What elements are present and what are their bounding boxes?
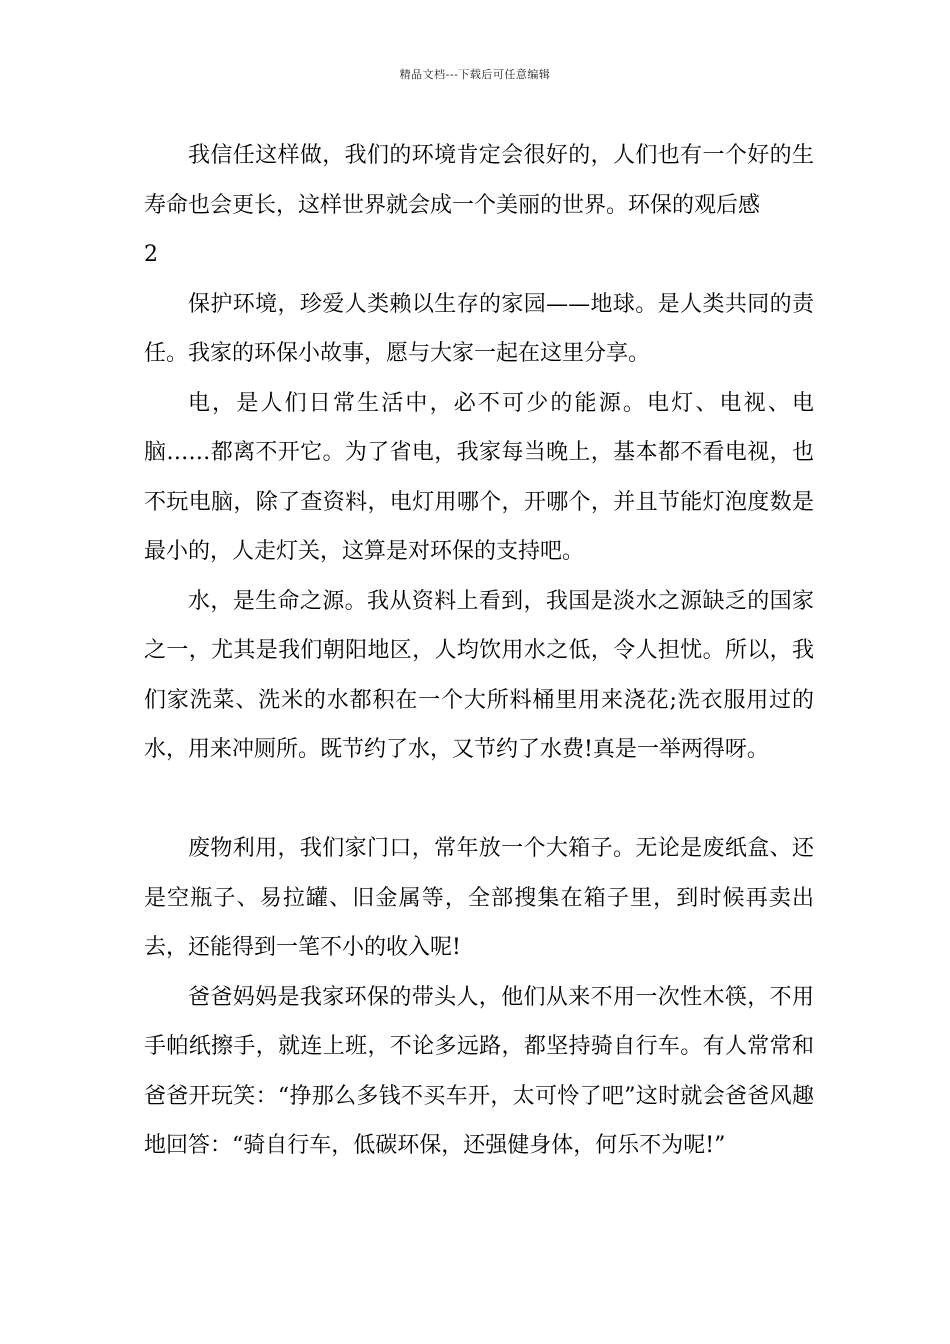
paragraph-4: 水，是生命之源。我从资料上看到，我国是淡水之源缺乏的国家之一，尤其是我们朝阳地区，人均饮用水之低，令人担忧。所以，我们家洗菜、洗米的水都积在一个大所料桶里用来浇花;洗衣服用过的水，用来冲厕所。既节约了水，又节约了水费!真是一举两得呀。	[144, 588, 814, 762]
page-header: 精品文档---下载后可任意编辑	[399, 68, 551, 81]
paragraph-3: 电，是人们日常生活中，必不可少的能源。电灯、电视、电脑……都离不开它。为了省电，我家每当晚上，基本都不看电视，也不玩电脑，除了查资料，电灯用哪个，开哪个，并且节能灯泡度数是最小的，人走灯关，这算是对环保的支持吧。	[144, 390, 814, 564]
paragraph-6: 爸爸妈妈是我家环保的带头人，他们从来不用一次性木筷，不用手帕纸擦手，就连上班，不论多远路，都坚持骑自行车。有人常常和爸爸开玩笑：“挣那么多钱不买车开，太可怜了吧”这时就会爸爸风趣地回答：“骑自行车，低碳环保，还强健身体，何乐不为呢!”	[144, 984, 814, 1158]
document-body	[144, 131, 814, 1171]
paragraph-1: 我信任这样做，我们的环境肯定会很好的，人们也有一个好的生寿命也会更长，这样世界就会成一个美丽的世界。环保的观后感	[144, 143, 814, 218]
paragraph-2: 保护环境，珍爱人类赖以生存的家园——地球。是人类共同的责任。我家的环保小故事，愿与大家一起在这里分享。	[144, 291, 814, 366]
paragraph-5: 废物利用，我们家门口，常年放一个大箱子。无论是废纸盒、还是空瓶子、易拉罐、旧金属等，全部搜集在箱子里，到时候再卖出去，还能得到一笔不小的收入呢!	[144, 836, 814, 960]
paragraph-gap	[144, 775, 814, 825]
paragraph-number: 2	[144, 242, 158, 267]
